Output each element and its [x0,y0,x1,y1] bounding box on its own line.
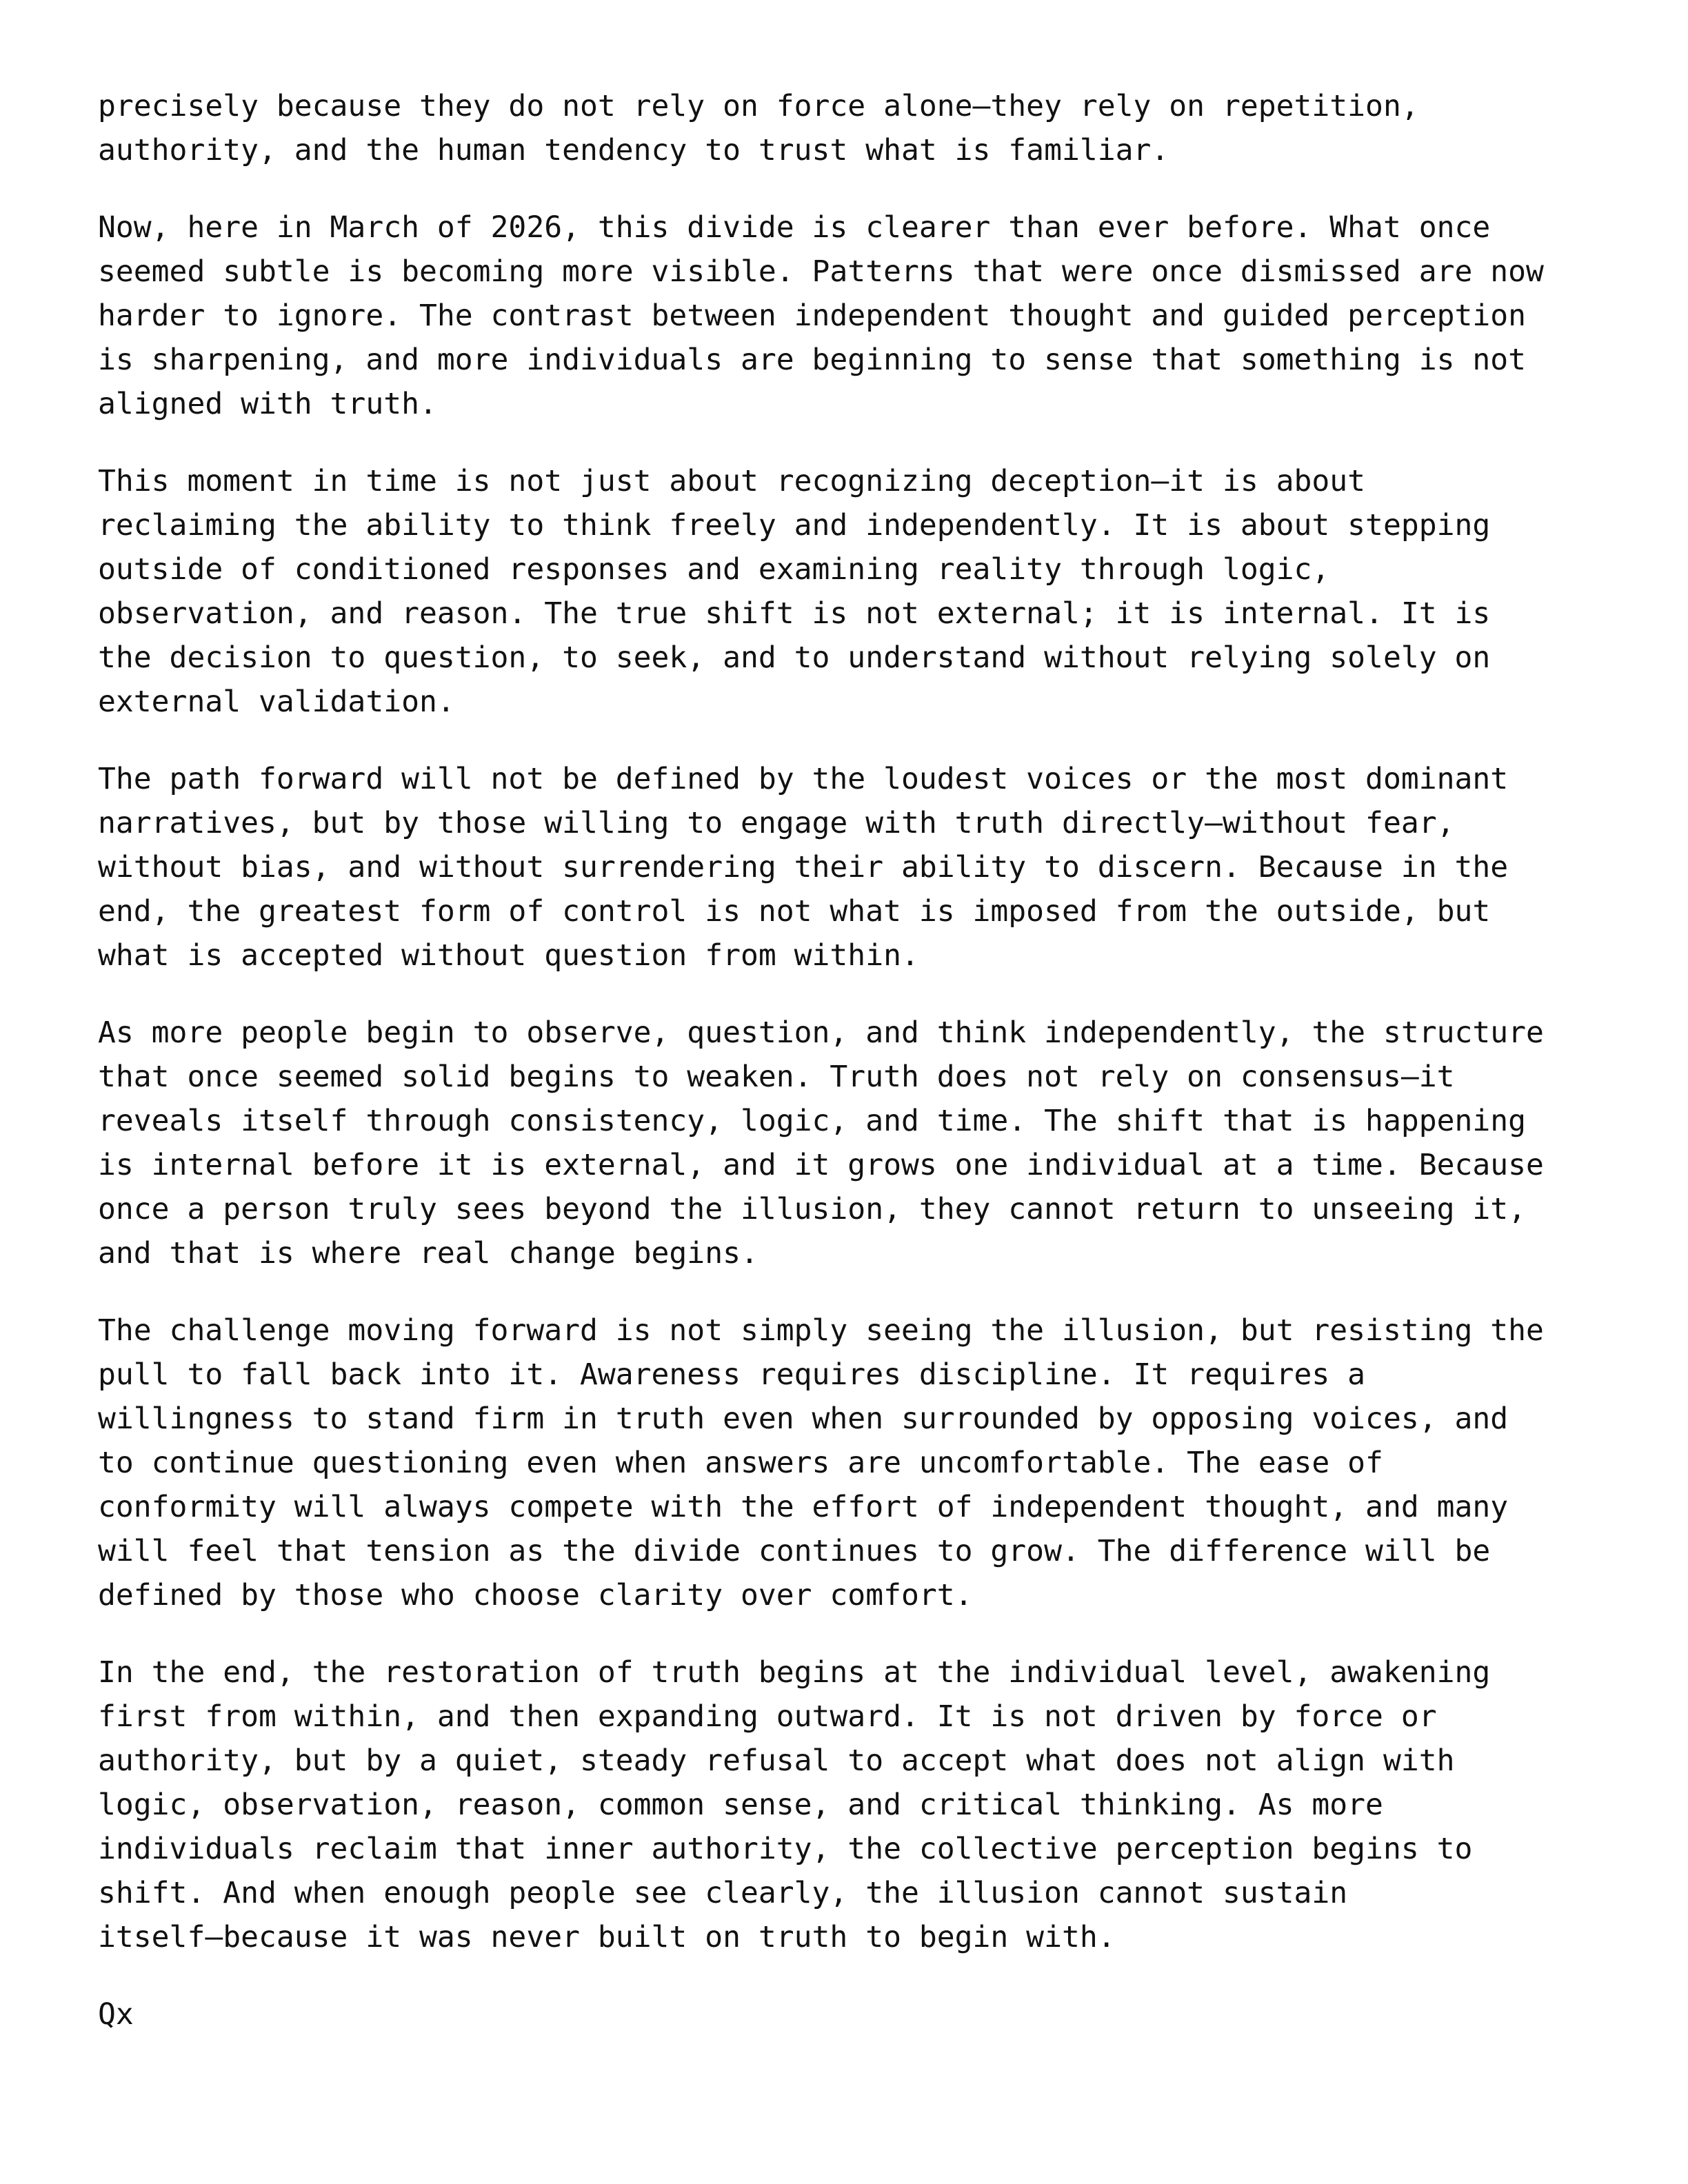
text-line: The path forward will not be defined by the loudest voices or the most dominant [98,762,1509,796]
text-line: Now, here in March of 2026, this divide is clearer than ever before. What once [98,210,1491,245]
text-line: end, the greatest form of control is not what is imposed from the outside, but [98,894,1491,929]
text-line: willingness to stand firm in truth even when surrounded by opposing voices, and [98,1402,1509,1436]
text-line: authority, but by a quiet, steady refusal to accept what does not align with [98,1743,1455,1778]
paragraph [98,757,1615,978]
text-line: that once seemed solid begins to weaken. Truth does not rely on consensus—it [98,1060,1455,1094]
document-body [98,84,1615,2070]
text-line: shift. And when enough people see clearly, the illusion cannot sustain [98,1876,1348,1910]
paragraph [98,1011,1615,1275]
text-line: individuals reclaim that inner authority, the collective perception begins to [98,1832,1473,1866]
text-line: aligned with truth. [98,387,437,421]
text-line: The challenge moving forward is not simply seeing the illusion, but resisting the [98,1313,1544,1348]
text-line: first from within, and then expanding outward. It is not driven by force or [98,1699,1437,1734]
text-line: external validation. [98,685,455,719]
text-line: authority, and the human tendency to trust what is familiar. [98,133,1169,168]
text-line: reveals itself through consistency, logic, and time. The shift that is happening [98,1104,1527,1138]
text-line: harder to ignore. The contrast between independent thought and guided perception [98,299,1527,333]
text-line: narratives, but by those willing to engage with truth directly—without fear, [98,806,1455,840]
text-line: is sharpening, and more individuals are beginning to sense that something is not [98,343,1527,377]
text-line: the decision to question, to seek, and to understand without relying solely on [98,640,1491,675]
text-line: As more people begin to observe, question, and think independently, the structure [98,1015,1544,1050]
text-line: is internal before it is external, and it grows one individual at a time. Because [98,1148,1544,1182]
text-line: what is accepted without question from within. [98,938,919,973]
text-line: This moment in time is not just about recognizing deception—it is about [98,464,1366,498]
signature [98,1992,1615,2036]
text-line: In the end, the restoration of truth begins at the individual level, awakening [98,1655,1491,1690]
text-line: Qx [98,1997,134,2032]
text-line: seemed subtle is becoming more visible. Patterns that were once dismissed are now [98,254,1544,289]
text-line: will feel that tension as the divide continues to grow. The difference will be [98,1534,1491,1568]
paragraph [98,1308,1615,1617]
text-line: outside of conditioned responses and examining reality through logic, [98,552,1330,587]
text-line: itself—because it was never built on truth to begin with. [98,1920,1116,1954]
text-line: defined by those who choose clarity over comfort. [98,1578,973,1612]
text-line: pull to fall back into it. Awareness requires discipline. It requires a [98,1357,1366,1392]
paragraph [98,1650,1615,1959]
text-line: observation, and reason. The true shift is not external; it is internal. It is [98,596,1491,631]
text-line: reclaiming the ability to think freely and independently. It is about stepping [98,508,1491,543]
text-line: to continue questioning even when answers are uncomfortable. The ease of [98,1446,1383,1480]
paragraph [98,205,1615,426]
text-line: precisely because they do not rely on force alone—they rely on repetition, [98,89,1419,123]
text-line: conformity will always compete with the effort of independent thought, and many [98,1490,1509,1524]
text-line: once a person truly sees beyond the illusion, they cannot return to unseeing it, [98,1192,1527,1226]
text-line: logic, observation, reason, common sense, and critical thinking. As more [98,1788,1383,1822]
paragraph [98,84,1615,172]
text-line: and that is where real change begins. [98,1236,758,1271]
paragraph [98,459,1615,724]
text-line: without bias, and without surrendering their ability to discern. Because in the [98,850,1509,884]
